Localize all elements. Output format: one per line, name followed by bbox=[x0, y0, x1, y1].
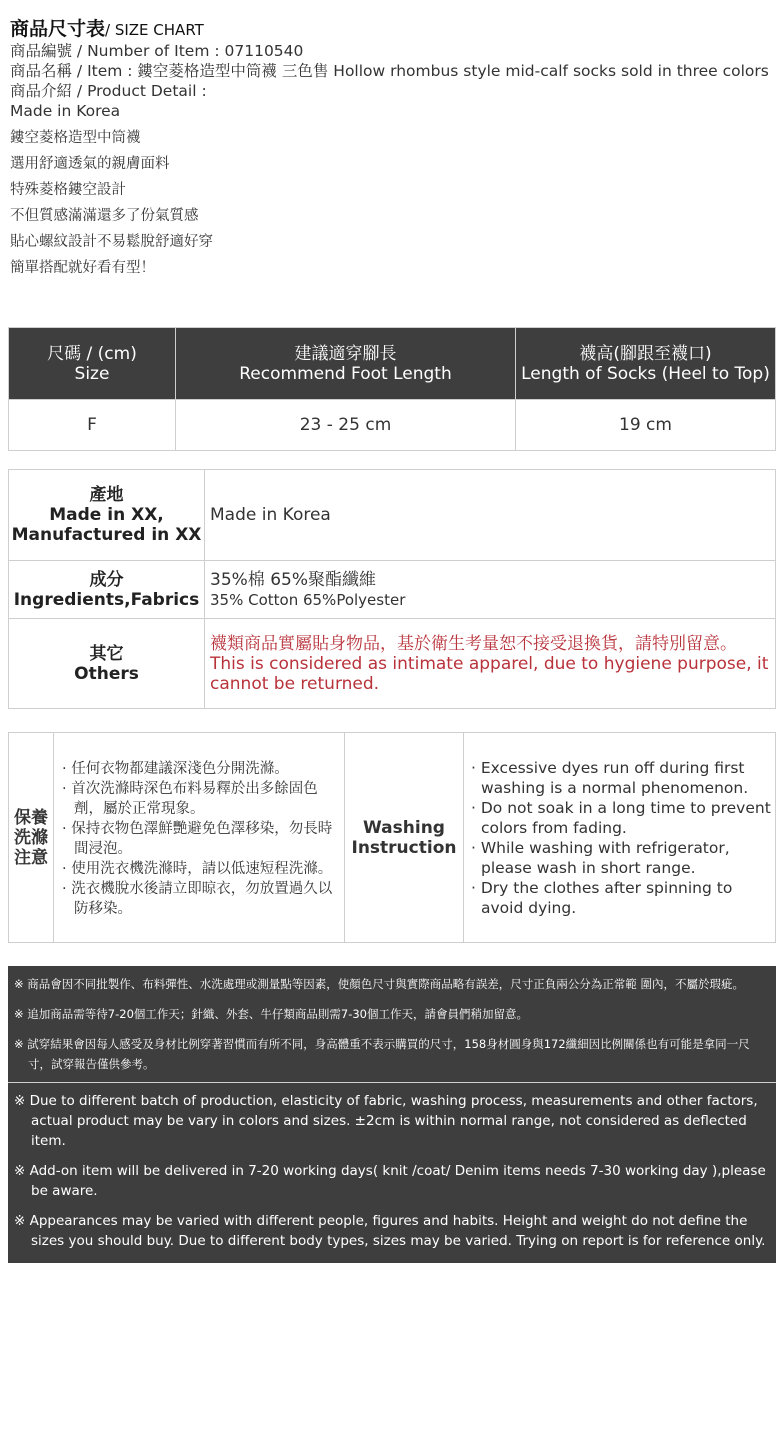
origin-label-en: Made in XX, Manufactured in XX bbox=[11, 505, 202, 545]
note-item-zh: ※ 商品會因不同批製作、布料彈性、水洗處理或測量點等因素，使顏色尺寸與實際商品略有誤差，尺寸正負兩公分為正常範 圍內，不屬於瑕疵。 bbox=[14, 977, 744, 991]
feature-item: 鏤空菱格造型中筒襪 bbox=[10, 130, 141, 146]
title-zh: 商品尺寸表 bbox=[10, 18, 106, 40]
spec-row-ingredients bbox=[9, 561, 776, 619]
care-item-en: · While washing with refrigerator, please wash in short range. bbox=[471, 838, 730, 877]
note-item-en: ※ Appearances may be varied with different people, figures and habits. Height and weight do not define the sizes you should buy. Due to different body types, sizes may be varied. Trying on report is for reference only. bbox=[14, 1213, 766, 1249]
size-table bbox=[8, 327, 776, 451]
care-item-zh: · 使用洗衣機洗滌時，請以低速短程洗滌。 bbox=[62, 860, 333, 877]
note-item-zh: ※ 試穿結果會因每人感受及身材比例穿著習慣而有所不同，身高體重不表示購買的尺寸，158身材圓身與172纖細因比例關係也有可能是拿同一尺寸，試穿報告僅供參考。 bbox=[14, 1037, 750, 1071]
ingredients-value bbox=[205, 561, 776, 619]
care-item-en: · Do not soak in a long time to prevent colors from fading. bbox=[471, 798, 771, 837]
care-item-zh: · 洗衣機脫水後請立即晾衣，勿放置過久以防移染。 bbox=[62, 880, 333, 917]
others-label-zh: 其它 bbox=[89, 643, 124, 664]
care-item-en: · Dry the clothes after spinning to avoid dying. bbox=[471, 878, 733, 917]
col-size-en: Size bbox=[74, 363, 110, 384]
origin-text: Made in Korea bbox=[10, 102, 121, 120]
others-value-en: This is considered as intimate apparel, due to hygiene purpose, it cannot be returned. bbox=[210, 653, 769, 694]
feature-list bbox=[10, 125, 776, 281]
col-foot-en: Recommend Foot Length bbox=[239, 363, 452, 384]
feature-item: 選用舒適透氣的親膚面料 bbox=[10, 156, 170, 172]
item-name: 商品名稱 / Item : 鏤空菱格造型中筒襪 三色售 Hollow rhombus style mid-calf socks sold in three colors bbox=[10, 62, 769, 80]
ingredients-label-en: Ingredients,Fabrics bbox=[13, 589, 200, 610]
col-foot-zh: 建議適穿腳長 bbox=[294, 343, 397, 364]
col-foot-length bbox=[176, 328, 516, 400]
care-row bbox=[9, 733, 776, 943]
col-sock-zh: 襪高(腳跟至襪口) bbox=[579, 343, 712, 364]
feature-item: 簡單搭配就好看有型！ bbox=[10, 260, 155, 276]
cell-size: F bbox=[9, 400, 176, 451]
feature-item: 貼心螺紋設計不易鬆脫舒適好穿 bbox=[10, 234, 213, 250]
item-number: 商品編號 / Number of Item : 07110540 bbox=[10, 42, 304, 60]
others-value bbox=[205, 619, 776, 709]
care-list-en bbox=[464, 733, 776, 943]
origin-label-zh: 產地 bbox=[89, 485, 124, 505]
notes-zh bbox=[8, 966, 776, 1083]
care-list-zh bbox=[54, 733, 345, 943]
origin-value: Made in Korea bbox=[205, 470, 776, 561]
care-item-zh: · 保持衣物色澤鮮艷避免色澤移染，勿長時間浸泡。 bbox=[62, 820, 333, 857]
ingredients-value-en: 35% Cotton 65%Polyester bbox=[210, 590, 406, 609]
notes-en bbox=[8, 1083, 776, 1263]
ingredients-label-zh: 成分 bbox=[89, 569, 124, 590]
others-label-en: Others bbox=[74, 663, 139, 684]
note-item-en: ※ Due to different batch of production, elasticity of fabric, washing process, measurements and other factors, actual product may be vary in colors and sizes. ±2cm is within normal range, not considered as deflected item. bbox=[14, 1093, 758, 1149]
product-info bbox=[10, 18, 776, 281]
ingredients-value-zh: 35%棉 65%聚酯纖維 bbox=[210, 569, 376, 590]
size-table-header bbox=[9, 328, 776, 400]
care-label-zh: 保養洗滌注意 bbox=[9, 733, 54, 943]
ingredients-label bbox=[9, 561, 205, 619]
others-label bbox=[9, 619, 205, 709]
col-size-zh: 尺碼 / (cm) bbox=[47, 343, 137, 364]
col-sock-en: Length of Socks (Heel to Top) bbox=[521, 363, 770, 384]
care-item-en: · Excessive dyes run off during first washing is a normal phenomenon. bbox=[471, 758, 749, 797]
cell-foot: 23 - 25 cm bbox=[176, 400, 516, 451]
spec-row-origin bbox=[9, 470, 776, 561]
spec-row-others bbox=[9, 619, 776, 709]
cell-height: 19 cm bbox=[516, 400, 776, 451]
col-size bbox=[9, 328, 176, 400]
care-item-zh: · 首次洗滌時深色布料易釋於出多餘固色劑，屬於正常現象。 bbox=[62, 780, 318, 817]
table-row bbox=[9, 400, 776, 451]
note-item-en: ※ Add-on item will be delivered in 7-20 working days( knit /coat/ Denim items needs 7-30 working day ),please be aware. bbox=[14, 1163, 766, 1199]
detail-label: 商品介紹 / Product Detail : bbox=[10, 82, 207, 100]
title-en: / SIZE CHART bbox=[105, 21, 204, 39]
col-sock-length bbox=[516, 328, 776, 400]
notes-panel bbox=[8, 966, 776, 1263]
page-title bbox=[10, 18, 776, 41]
feature-item: 特殊菱格鏤空設計 bbox=[10, 182, 126, 198]
others-value-zh: 襪類商品實屬貼身物品，基於衛生考量恕不接受退換貨，請特別留意。 bbox=[210, 633, 737, 654]
care-table bbox=[8, 732, 776, 943]
note-item-zh: ※ 追加商品需等待7-20個工作天；針織、外套、牛仔類商品則需7-30個工作天，請會員們稍加留意。 bbox=[14, 1007, 528, 1021]
care-item-zh: · 任何衣物都建議深淺色分開洗滌。 bbox=[62, 760, 289, 777]
care-label-en: Washing Instruction bbox=[345, 733, 464, 943]
origin-label bbox=[9, 470, 205, 561]
info-block bbox=[10, 41, 776, 121]
spec-table bbox=[8, 469, 776, 709]
feature-item: 不但質感滿滿還多了份氣質感 bbox=[10, 208, 199, 224]
